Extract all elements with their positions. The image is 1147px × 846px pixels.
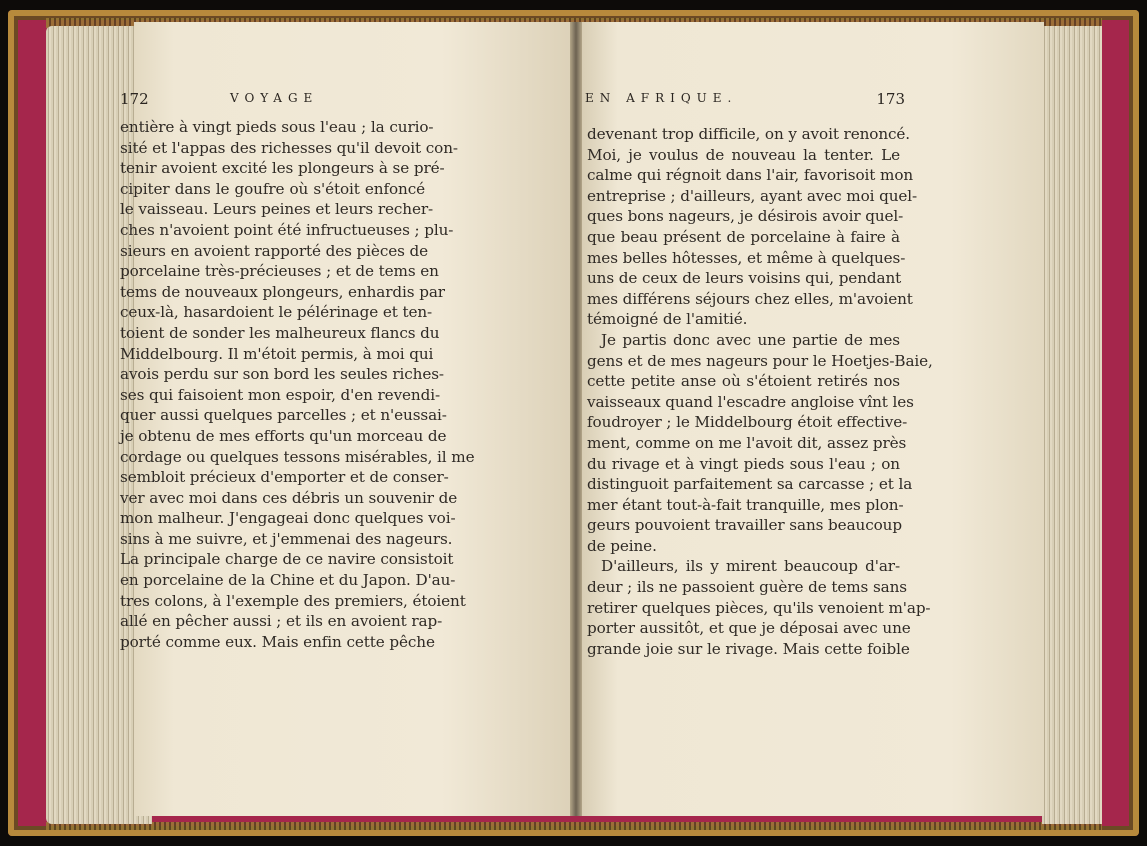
text-line: sité et l'appas des richesses qu'il devoit con- <box>120 138 458 157</box>
text-line: foudroyer ; le Middelbourg étoit effective- <box>587 413 908 432</box>
text-line: Moi, je voulus de nouveau la tenter. Le <box>587 145 900 164</box>
text-line: toient de sonder les malheureux flancs du <box>120 323 440 342</box>
text-line: entière à vingt pieds sous l'eau ; la curio- <box>120 118 434 136</box>
text-line: cordage ou quelques tessons misérables, il me <box>120 447 475 466</box>
left-page-header <box>120 90 520 114</box>
text-line: en porcelaine de la Chine et du Japon. D'au- <box>120 571 456 590</box>
text-line: porcelaine très-précieuses ; et de tems en <box>120 262 439 281</box>
text-line: que beau présent de porcelaine à faire à <box>587 227 900 246</box>
text-line: ses qui faisoient mon espoir, d'en revendi- <box>120 385 441 404</box>
text-line: avois perdu sur son bord les seules riches- <box>120 365 444 384</box>
text-line: mes belles hôtesses, et même à quelques- <box>587 248 906 267</box>
text-line: deur ; ils ne passoient guère de tems sans <box>587 578 907 597</box>
text-line: ques bons nageurs, je désirois avoir quel- <box>587 207 904 226</box>
text-line: grande joie sur le rivage. Mais cette foible <box>587 639 910 658</box>
text-line: porter aussitôt, et que je déposai avec une <box>587 619 911 638</box>
left-page-number: 172 <box>120 90 149 108</box>
text-line: ches n'avoient point été infructueuses ; plu- <box>120 220 454 239</box>
text-line: distinguoit parfaitement sa carcasse ; et la <box>587 475 913 494</box>
text-line: mon malheur. J'engageai donc quelques voi- <box>120 509 456 528</box>
text-line: uns de ceux de leurs voisins qui, pendant <box>587 269 902 288</box>
text-line: ceux-là, hasardoient le pélérinage et ten- <box>120 303 433 322</box>
text-line: ver avec moi dans ces débris un souvenir de <box>120 488 458 507</box>
text-line: du rivage et à vingt pieds sous l'eau ; on <box>587 454 900 473</box>
text-line: porté comme eux. Mais enfin cette pêche <box>120 632 435 651</box>
left-running-head: VOYAGE <box>230 91 319 105</box>
left-page-body <box>120 117 560 652</box>
text-line: ment, comme on me l'avoit dit, assez près <box>587 433 907 452</box>
text-line: sembloit précieux d'emporter et de conser- <box>120 468 449 487</box>
text-line: vaisseaux quand l'escadre angloise vînt les <box>587 392 914 411</box>
text-line: sins à me suivre, et j'emmenai des nageurs. <box>120 529 453 548</box>
text-line: mer étant tout-à-fait tranquille, mes plon- <box>587 495 904 514</box>
text-line: quer aussi quelques parcelles ; et n'eussai- <box>120 406 447 425</box>
right-page-number: 173 <box>876 90 905 108</box>
text-line: cipiter dans le goufre où s'étoit enfoncé <box>120 179 425 198</box>
text-line: cette petite anse où s'étoient retirés nos <box>587 372 900 391</box>
text-line: allé en pêcher aussi ; et ils en avoient rap- <box>120 612 443 631</box>
right-page-body <box>587 124 933 659</box>
book-gutter <box>570 22 582 816</box>
text-line: gens et de mes nageurs pour le Hoetjes-Baie, <box>587 351 933 370</box>
text-line: calme qui régnoit dans l'air, favorisoit mon <box>587 166 914 185</box>
text-line: mes différens séjours chez elles, m'avoient <box>587 289 913 308</box>
text-line: entreprise ; d'ailleurs, ayant avec moi quel- <box>587 186 918 205</box>
text-line: de peine. <box>587 536 657 555</box>
text-line: D'ailleurs, ils y mirent beaucoup d'ar- <box>601 557 900 576</box>
text-line: tems de nouveaux plongeurs, enhardis par <box>120 282 445 301</box>
right-running-head: EN AFRIQUE. <box>585 91 738 105</box>
text-line: je obtenu de mes efforts qu'un morceau de <box>120 426 447 445</box>
text-line: le vaisseau. Leurs peines et leurs recher- <box>120 200 434 219</box>
right-page-header <box>585 90 905 114</box>
text-line: La principale charge de ce navire consistoit <box>120 550 454 569</box>
text-line: retirer quelques pièces, qu'ils venoient m'ap- <box>587 598 931 617</box>
text-line: geurs pouvoient travailler sans beaucoup <box>587 516 902 535</box>
text-line: témoigné de l'amitié. <box>587 310 748 329</box>
text-line: sieurs en avoient rapporté des pièces de <box>120 241 429 260</box>
text-line: Middelbourg. Il m'étoit permis, à moi qui <box>120 344 434 363</box>
gilt-page-edge-bottom <box>46 822 1102 830</box>
page-block-right <box>1042 26 1102 824</box>
text-line: Je partis donc avec une partie de mes <box>601 330 900 349</box>
text-line: tres colons, à l'exemple des premiers, étoient <box>120 591 466 610</box>
text-line: tenir avoient excité les plongeurs à se pré- <box>120 159 445 178</box>
text-line: devenant trop difficile, on y avoit renoncé. <box>587 125 911 143</box>
